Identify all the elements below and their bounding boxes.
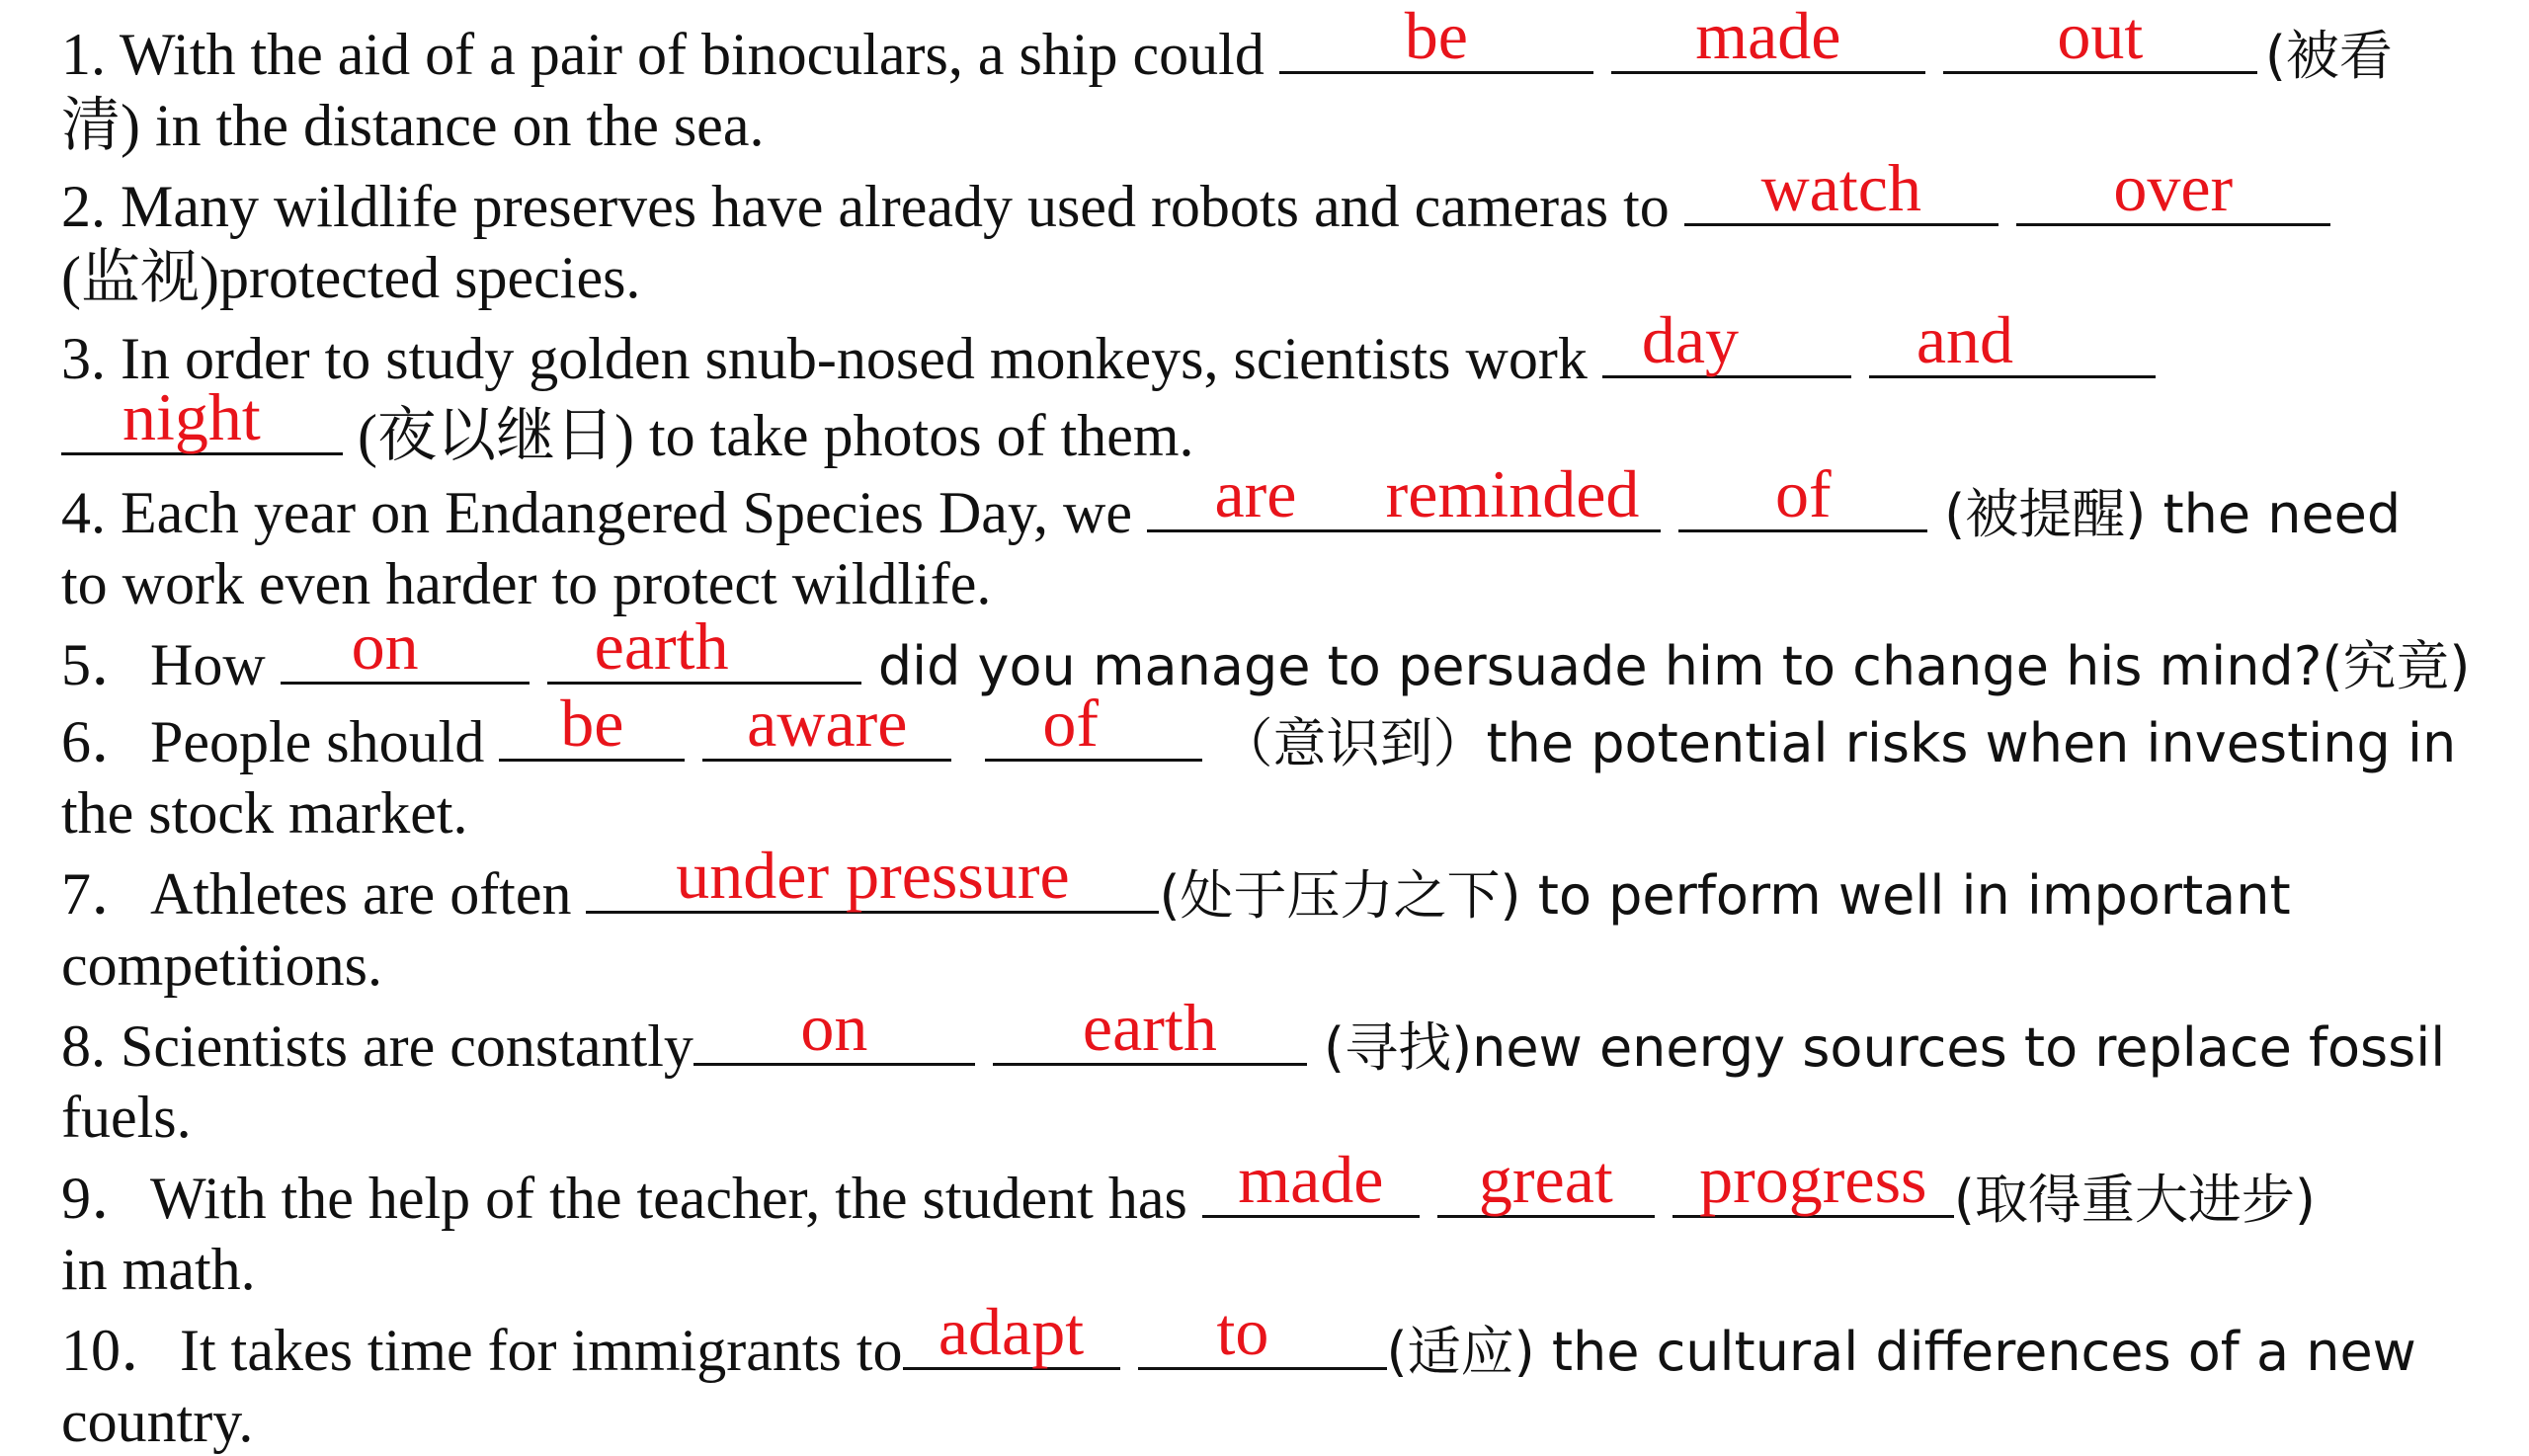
answer-text: great [1478, 1142, 1613, 1217]
answer-text: of [1042, 686, 1099, 761]
answer-blank[interactable] [1684, 150, 1999, 226]
exercise-8-text: 8. Scientists are constantly [61, 1013, 693, 1079]
answer-text: out [2057, 0, 2144, 73]
exercise-6-continuation: the stock market. [61, 780, 468, 846]
answer-blank[interactable] [547, 608, 861, 685]
exercise-9-continuation: in math. [61, 1237, 256, 1302]
answer-blank[interactable] [1869, 302, 2156, 378]
answer-text: to [1216, 1294, 1269, 1369]
exercise-4-line-2 [61, 549, 991, 618]
answer-blank[interactable] [1138, 1294, 1387, 1370]
answer-blank[interactable] [993, 990, 1307, 1066]
exercise-5-text: 5．How [61, 632, 281, 697]
answer-blank[interactable] [702, 686, 951, 762]
exercise-9-line-2 [61, 1235, 256, 1304]
answer-text: be [1404, 0, 1468, 73]
answer-blank[interactable] [586, 838, 1159, 914]
exercise-1-line-1 [61, 0, 2393, 91]
answer-text: are [1214, 456, 1297, 531]
answer-text: on [800, 990, 868, 1065]
exercise-9-text: 9．With the help of the teacher, the student has [61, 1166, 1202, 1231]
answer-blank[interactable] [2016, 150, 2330, 226]
exercise-7-chinese-hint: (处于压力之下) to perform well in important [1159, 864, 2291, 927]
answer-text: of [1774, 456, 1832, 531]
answer-text: made [1695, 0, 1841, 73]
exercise-1-line-2 [61, 91, 764, 160]
answer-blank[interactable] [693, 990, 975, 1066]
exercise-8-line-1 [61, 990, 2446, 1083]
exercise-6-chinese-hint: （意识到）the potential risks when investing in [1202, 712, 2457, 774]
answer-blank[interactable] [1943, 0, 2257, 74]
exercise-7-line-1 [61, 838, 2291, 930]
exercise-10-line-2 [61, 1387, 253, 1456]
exercise-10-chinese-hint: (适应) the cultural differences of a new [1386, 1321, 2416, 1383]
answer-text: adapt [938, 1294, 1085, 1369]
answer-blank[interactable] [1279, 0, 1593, 74]
answer-blank[interactable] [1437, 1142, 1655, 1218]
answer-text: made [1238, 1142, 1384, 1217]
answer-text: on [351, 608, 419, 684]
answer-text: under pressure [676, 838, 1070, 913]
exercise-1-chinese-hint: (被看 [2264, 25, 2393, 87]
exercise-2-line-1 [61, 150, 2348, 241]
answer-blank[interactable] [1202, 1142, 1420, 1218]
answer-text: watch [1760, 150, 1921, 225]
answer-text: earth [594, 608, 729, 684]
exercise-7-text: 7．Athletes are often [61, 861, 587, 927]
exercise-3-line-2 [61, 379, 1194, 470]
exercise-6-line-2 [61, 778, 468, 848]
answer-blank[interactable] [1602, 302, 1851, 378]
exercise-10-continuation: country. [61, 1389, 254, 1454]
exercise-4-chinese-hint: (被提醒) the need [1926, 483, 2402, 545]
exercise-6-text: 6．People should [61, 709, 500, 774]
exercise-9-chinese-hint: (取得重大进步) [1953, 1169, 2316, 1231]
answer-blank[interactable] [281, 608, 530, 685]
answer-blank[interactable] [903, 1294, 1120, 1370]
answer-text: reminded [1385, 456, 1640, 531]
exercise-3-line-1 [61, 302, 2173, 393]
exercise-7-continuation: competitions. [61, 932, 382, 998]
exercise-5-line-1 [61, 608, 2471, 701]
answer-blank[interactable] [499, 686, 685, 762]
exercise-6-line-1 [61, 686, 2457, 778]
exercise-7-line-2 [61, 930, 382, 1000]
exercise-8-continuation: fuels. [61, 1085, 192, 1150]
exercise-9-line-1 [61, 1142, 2316, 1235]
exercise-4-line-1 [61, 456, 2402, 549]
answer-text: be [560, 686, 624, 761]
exercise-2-text: 2. Many wildlife preserves have already used robots and cameras to [61, 174, 1684, 239]
exercise-3-continuation: (夜以继日) to take photos of them. [343, 403, 1194, 468]
exercise-4-text: 4. Each year on Endangered Species Day, we [61, 480, 1147, 545]
exercise-8-line-2 [61, 1083, 192, 1152]
exercise-2-line-2 [61, 243, 640, 312]
exercise-3-text: 3. In order to study golden snub-nosed monkeys, scientists work [61, 326, 1602, 391]
exercise-10-line-1 [61, 1294, 2416, 1387]
answer-blank[interactable] [1364, 456, 1661, 532]
answer-text: and [1916, 302, 2014, 377]
answer-blank[interactable] [1147, 456, 1364, 532]
answer-text: day [1641, 302, 1740, 377]
answer-text: over [2113, 150, 2234, 225]
answer-text: progress [1699, 1142, 1927, 1217]
exercise-1-continuation: 清) in the distance on the sea. [61, 93, 765, 158]
answer-blank[interactable] [1678, 456, 1927, 532]
exercise-4-continuation: to work even harder to protect wildlife. [61, 551, 992, 616]
answer-text: earth [1082, 990, 1217, 1065]
answer-blank[interactable] [1672, 1142, 1954, 1218]
answer-text: night [122, 379, 261, 454]
answer-blank[interactable] [61, 379, 343, 455]
exercise-5-continuation: did you manage to persuade him to change his mind?(究竟) [860, 635, 2471, 697]
exercise-8-chinese-hint: (寻找)new energy sources to replace fossil [1306, 1016, 2446, 1079]
answer-text: aware [747, 686, 908, 761]
exercise-2-continuation: (监视)protected species. [61, 245, 641, 310]
exercise-1-text: 1. With the aid of a pair of binoculars, a ship could [61, 22, 1279, 87]
exercise-10-text: 10．It takes time for immigrants to [61, 1318, 903, 1383]
answer-blank[interactable] [985, 686, 1202, 762]
answer-blank[interactable] [1611, 0, 1925, 74]
